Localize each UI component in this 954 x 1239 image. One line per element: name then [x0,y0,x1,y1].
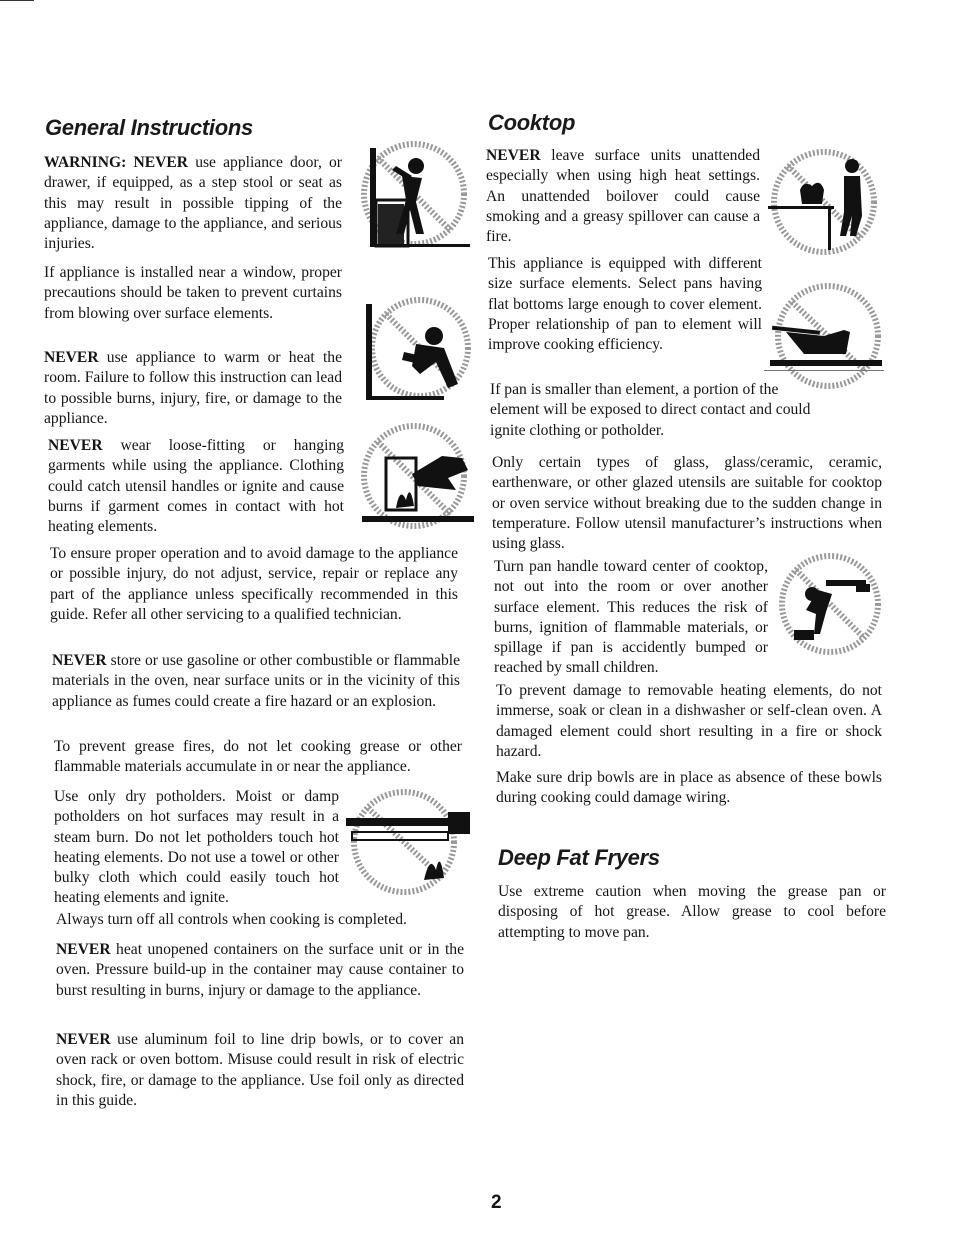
never-label: NEVER [48,437,103,454]
flammables-text: store or use gasoline or other combustible or flammable materials in the oven, near surface units or in the vicinity of this appliance as fumes could create a fire hazard or an explosion. [52,652,460,710]
unattended-paragraph [486,146,760,247]
loose-clothing-paragraph [48,436,344,537]
section-heading-fryers: Deep Fat Fryers [498,845,660,870]
warning-label: WARNING: NEVER [44,154,189,171]
never-label: NEVER [52,652,107,669]
service-paragraph: To ensure proper operation and to avoid damage to the appliance or possible injury, do not adjust, service, repair or replace any part of the appliance unless specifically recommended in this guide. Refer all other servicing to a qualified technician. [50,545,458,623]
unopened-containers-paragraph [56,940,464,1001]
no-unattended-boilover-icon [764,146,880,262]
small-pan-paragraph: If pan is smaller than element, a portion of the element will be exposed to direct contact and could ignite clothing or potholder. [490,381,811,439]
pan-handle-icon [772,550,882,662]
drip-bowls-paragraph: Make sure drip bowls are in place as absence of these bowls during cooking could damage wiring. [496,769,882,807]
no-loose-clothing-icon [356,420,476,534]
pan-handle-paragraph: Turn pan handle toward center of cooktop, not out into the room or over another surface element. This reduces the risk of burns, ignition of flammable materials, or spillage if pan is accidently bumped or reached by small children. [494,558,768,677]
aluminum-foil-text: use aluminum foil to line drip bowls, or to cover an oven rack or oven bottom. Misuse could result in risk of electric shock, fire, or damage to the appliance. Use foil only as directed in this guide. [56,1031,464,1109]
loose-clothing-text: wear loose-fitting or hanging garments while using the appliance. Clothing could catch utensil handles or ignite and cause burns if garment comes in contact with hot heating elements. [48,437,344,536]
no-heating-room-icon [364,292,474,412]
warning-text: use appliance door, or drawer, if equipped, as a step stool or seat as this may result in possible tipping of the appliance, damage to the appliance, and serious injuries. [44,154,343,253]
page-number: 2 [491,1192,502,1213]
grease-fires-paragraph: To prevent grease fires, do not let cooking grease or other flammable materials accumulate in or near the appliance. [54,738,462,776]
room-heating-paragraph [44,348,342,429]
potholders-paragraph: Use only dry potholders. Moist or damp potholders on hot surfaces may result in a steam burn. Do not let potholders touch hot heating elements. Do not use a towel or other bulky cloth which could easily touch hot heating elements and ignite. [54,788,339,907]
grease-pan-paragraph: Use extreme caution when moving the grease pan or disposing of hot grease. Allow grease to cool before attempting to move pan. [498,883,886,941]
warning-paragraph [44,153,342,254]
no-step-on-door-icon [352,140,472,252]
no-damp-potholder-icon [344,784,474,900]
room-heating-text: use appliance to warm or heat the room. Failure to follow this instruction can lead to possible burns, injury, fire, or damage to the appliance. [44,349,342,427]
section-heading-general: General Instructions [45,115,253,140]
turn-off-controls-paragraph: Always turn off all controls when cooking is completed. [56,911,407,928]
window-curtains-paragraph: If appliance is installed near a window, proper precautions should be taken to prevent curtains from blowing over surface elements. [44,264,342,322]
never-label: NEVER [486,147,541,164]
pan-size-icon [764,280,884,396]
glass-utensils-paragraph: Only certain types of glass, glass/ceramic, ceramic, earthenware, or other glazed utensils are suitable for cooktop or oven service without breaking due to the sudden change in temperature. Follow utensil manufacturer’s instructions when using glass. [492,454,882,553]
element-size-paragraph: This appliance is equipped with different size surface elements. Select pans having flat bottoms large enough to cover element. Proper relationship of pan to element will improve cooking efficiency. [488,255,762,354]
never-label: NEVER [56,1031,111,1048]
unopened-containers-text: heat unopened containers on the surface unit or in the oven. Pressure build-up in the container may cause container to burst resulting in burns, injury or damage to the appliance. [56,941,464,999]
scan-mark [0,0,34,1]
never-label: NEVER [44,349,99,366]
flammables-paragraph [52,651,460,712]
aluminum-foil-paragraph [56,1030,464,1111]
section-heading-cooktop: Cooktop [488,110,576,135]
unattended-text: leave surface units unattended especially when using high heat settings. An unattended boilover could cause smoking and a greasy spillover can cause a fire. [486,147,760,246]
removable-elements-paragraph: To prevent damage to removable heating elements, do not immerse, soak or clean in a dishwasher or self-clean oven. A damaged element could short resulting in a fire or shock hazard. [496,682,882,760]
never-label: NEVER [56,941,111,958]
